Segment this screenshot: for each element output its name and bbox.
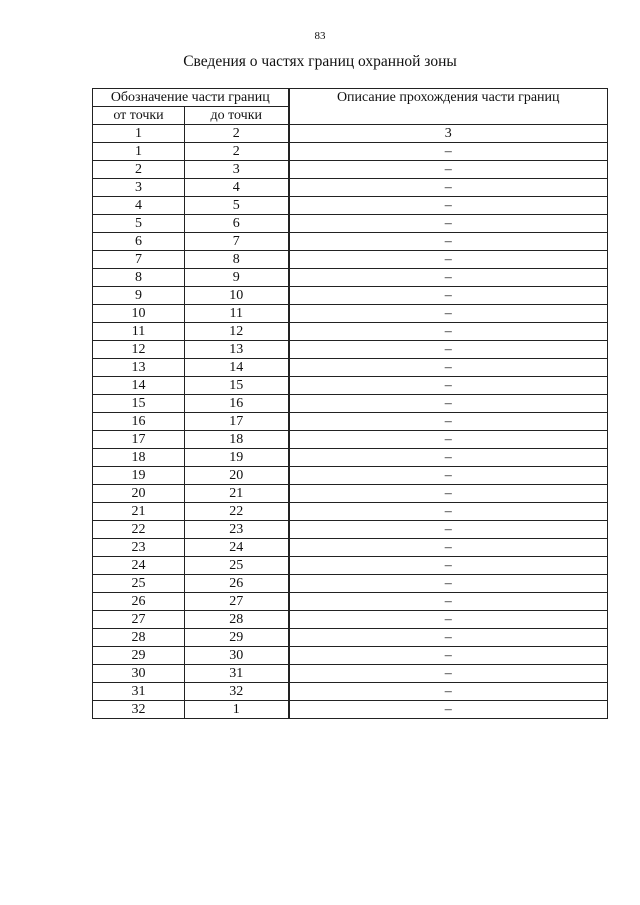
cell-to-point: 14 xyxy=(185,359,289,377)
table-row xyxy=(93,233,608,251)
cell-from-point: 26 xyxy=(93,593,185,611)
cell-from-point: 32 xyxy=(93,701,185,719)
boundary-parts-table xyxy=(92,88,608,719)
cell-to-point: 31 xyxy=(185,665,289,683)
cell-from-point: 11 xyxy=(93,323,185,341)
table-row xyxy=(93,287,608,305)
table-row xyxy=(93,485,608,503)
cell-from-point: 3 xyxy=(93,179,185,197)
table-row xyxy=(93,305,608,323)
table-row xyxy=(93,125,608,143)
cell-description: – xyxy=(289,539,608,557)
cell-description: – xyxy=(289,377,608,395)
cell-from-point: 1 xyxy=(93,143,185,161)
table-row xyxy=(93,701,608,719)
cell-from-point: 6 xyxy=(93,233,185,251)
cell-from-point: 25 xyxy=(93,575,185,593)
header-to-point: до точки xyxy=(185,107,289,125)
cell-description: – xyxy=(289,701,608,719)
cell-from-point: 31 xyxy=(93,683,185,701)
cell-description: – xyxy=(289,665,608,683)
cell-from-point: 24 xyxy=(93,557,185,575)
header-boundary-designation: Обозначение части границ xyxy=(93,89,289,107)
table-row xyxy=(93,341,608,359)
cell-description: – xyxy=(289,575,608,593)
cell-to-point: 18 xyxy=(185,431,289,449)
cell-to-point: 17 xyxy=(185,413,289,431)
table-row xyxy=(93,161,608,179)
cell-description: – xyxy=(289,557,608,575)
cell-description: – xyxy=(289,161,608,179)
cell-to-point: 9 xyxy=(185,269,289,287)
table-row xyxy=(93,503,608,521)
cell-from-point: 17 xyxy=(93,431,185,449)
cell-description: – xyxy=(289,431,608,449)
cell-to-point: 11 xyxy=(185,305,289,323)
cell-from-point: 19 xyxy=(93,467,185,485)
cell-description: – xyxy=(289,485,608,503)
page-number: 83 xyxy=(314,30,326,42)
table-row xyxy=(93,665,608,683)
cell-description: – xyxy=(289,395,608,413)
table-row xyxy=(93,377,608,395)
cell-from-point: 4 xyxy=(93,197,185,215)
cell-to-point: 6 xyxy=(185,215,289,233)
cell-from-point: 5 xyxy=(93,215,185,233)
cell-from-point: 22 xyxy=(93,521,185,539)
table-row xyxy=(93,395,608,413)
table-row xyxy=(93,251,608,269)
cell-to-point: 19 xyxy=(185,449,289,467)
table-row xyxy=(93,449,608,467)
table-row xyxy=(93,197,608,215)
cell-description: – xyxy=(289,503,608,521)
cell-description: – xyxy=(289,251,608,269)
cell-from-point: 20 xyxy=(93,485,185,503)
cell-to-point: 4 xyxy=(185,179,289,197)
cell-from-point: 12 xyxy=(93,341,185,359)
table-row xyxy=(93,215,608,233)
table-row xyxy=(93,143,608,161)
header-from-point: от точки xyxy=(93,107,185,125)
cell-to-point: 32 xyxy=(185,683,289,701)
cell-description: – xyxy=(289,521,608,539)
cell-from-point: 15 xyxy=(93,395,185,413)
page-title: Сведения о частях границ охранной зоны xyxy=(183,53,457,70)
table-row xyxy=(93,431,608,449)
cell-description: – xyxy=(289,413,608,431)
cell-to-point: 27 xyxy=(185,593,289,611)
cell-from-point: 28 xyxy=(93,629,185,647)
table-row xyxy=(93,593,608,611)
cell-from-point: 14 xyxy=(93,377,185,395)
cell-from-point: 21 xyxy=(93,503,185,521)
table-row xyxy=(93,647,608,665)
table-row xyxy=(93,629,608,647)
cell-description: – xyxy=(289,683,608,701)
cell-from-point: 10 xyxy=(93,305,185,323)
cell-to-point: 16 xyxy=(185,395,289,413)
cell-to-point: 12 xyxy=(185,323,289,341)
cell-to-point: 21 xyxy=(185,485,289,503)
cell-from-point: 7 xyxy=(93,251,185,269)
cell-to-point: 29 xyxy=(185,629,289,647)
table-row xyxy=(93,413,608,431)
cell-from-point: 13 xyxy=(93,359,185,377)
cell-description: – xyxy=(289,323,608,341)
cell-description: – xyxy=(289,287,608,305)
header-boundary-description: Описание прохождения части границ xyxy=(289,89,608,125)
cell-description: – xyxy=(289,197,608,215)
table-row xyxy=(93,521,608,539)
table-row xyxy=(93,323,608,341)
cell-description: – xyxy=(289,611,608,629)
cell-to-point: 28 xyxy=(185,611,289,629)
table-row xyxy=(93,179,608,197)
cell-description: – xyxy=(289,179,608,197)
cell-to-point: 25 xyxy=(185,557,289,575)
cell-description: – xyxy=(289,467,608,485)
cell-from-point: 8 xyxy=(93,269,185,287)
cell-to-point: 1 xyxy=(185,701,289,719)
cell-description: – xyxy=(289,305,608,323)
cell-to-point: 8 xyxy=(185,251,289,269)
cell-to-point: 2 xyxy=(185,143,289,161)
cell-to-point: 7 xyxy=(185,233,289,251)
table-row xyxy=(93,683,608,701)
cell-to-point: 22 xyxy=(185,503,289,521)
cell-description: – xyxy=(289,647,608,665)
cell-to-point: 5 xyxy=(185,197,289,215)
cell-description: – xyxy=(289,269,608,287)
cell-from-point: 16 xyxy=(93,413,185,431)
cell-to-point: 10 xyxy=(185,287,289,305)
cell-from-point: 23 xyxy=(93,539,185,557)
cell-to-point: 30 xyxy=(185,647,289,665)
cell-description: 3 xyxy=(289,125,608,143)
cell-description: – xyxy=(289,359,608,377)
cell-from-point: 30 xyxy=(93,665,185,683)
cell-to-point: 13 xyxy=(185,341,289,359)
cell-description: – xyxy=(289,629,608,647)
cell-from-point: 1 xyxy=(93,125,185,143)
cell-to-point: 20 xyxy=(185,467,289,485)
cell-to-point: 3 xyxy=(185,161,289,179)
cell-from-point: 27 xyxy=(93,611,185,629)
cell-to-point: 23 xyxy=(185,521,289,539)
cell-from-point: 18 xyxy=(93,449,185,467)
table-row xyxy=(93,575,608,593)
table-body xyxy=(93,125,608,719)
cell-from-point: 29 xyxy=(93,647,185,665)
cell-description: – xyxy=(289,215,608,233)
cell-description: – xyxy=(289,341,608,359)
cell-description: – xyxy=(289,233,608,251)
table-row xyxy=(93,269,608,287)
cell-to-point: 26 xyxy=(185,575,289,593)
cell-description: – xyxy=(289,449,608,467)
table-row xyxy=(93,611,608,629)
cell-from-point: 9 xyxy=(93,287,185,305)
table-row xyxy=(93,359,608,377)
table-row xyxy=(93,539,608,557)
cell-to-point: 24 xyxy=(185,539,289,557)
cell-to-point: 15 xyxy=(185,377,289,395)
cell-from-point: 2 xyxy=(93,161,185,179)
table-row xyxy=(93,467,608,485)
table-row xyxy=(93,557,608,575)
cell-description: – xyxy=(289,143,608,161)
cell-description: – xyxy=(289,593,608,611)
cell-to-point: 2 xyxy=(185,125,289,143)
